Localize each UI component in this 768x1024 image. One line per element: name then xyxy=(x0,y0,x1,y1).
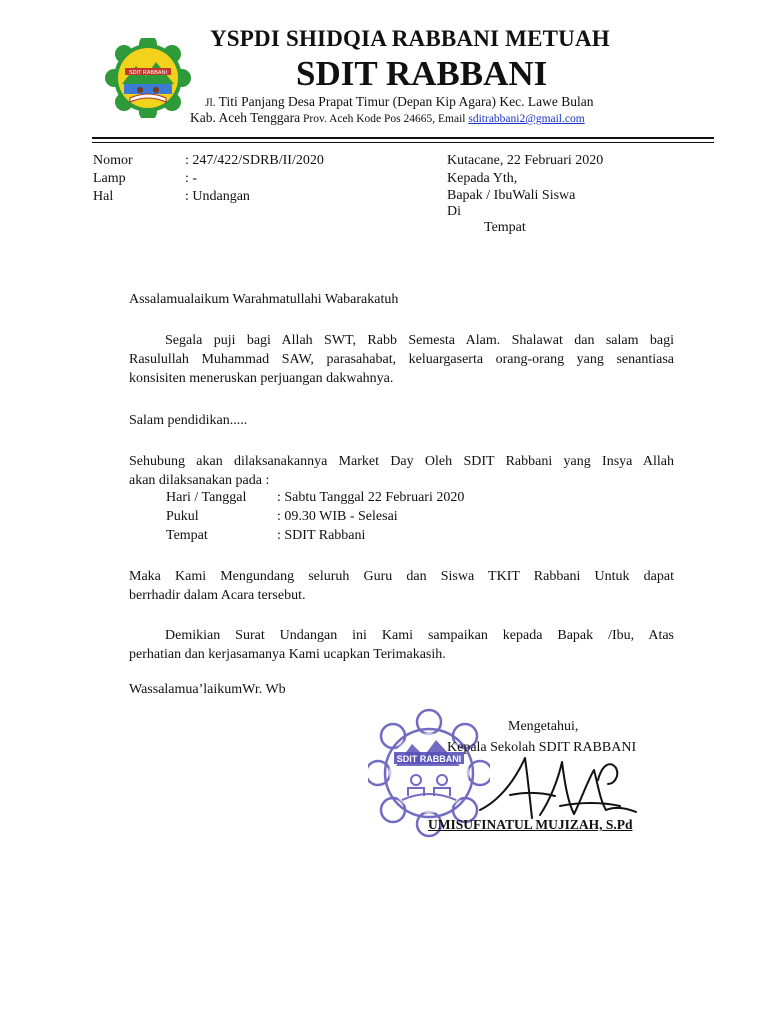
paragraph-3 xyxy=(129,567,674,605)
logo-text: SDIT RABBANI xyxy=(128,70,168,76)
address-line-2-regency: Kab. Aceh Tenggara xyxy=(190,110,301,125)
school-name: SDIT RABBANI xyxy=(296,54,548,93)
p2-line-1: Sehubung akan dilaksanakannya Market Day Oleh SDIT Rabbani yang Insya Allah xyxy=(129,454,674,469)
address-line-2 xyxy=(190,110,585,126)
p1-line-3: konsisiten meneruskan perjuangan dakwahnya. xyxy=(129,371,394,386)
greeting: Assalamualaikum Warahmatullahi Wabarakatuh xyxy=(129,292,399,307)
detail-value-time: : 09.30 WIB - Selesai xyxy=(277,509,398,524)
lamp-label: Lamp xyxy=(93,171,126,186)
email-link[interactable]: sditrabbani2@gmail.com xyxy=(468,113,585,125)
paragraph-1 xyxy=(129,331,674,388)
nomor-value: : 247/422/SDRB/II/2020 xyxy=(185,153,324,168)
p1-line-2: Rasulullah Muhammad SAW, parasahabat, keluargaserta orang-orang yang senantiasa xyxy=(129,352,674,367)
mengetahui: Mengetahui, xyxy=(508,719,579,734)
principal-title: Kepala Sekolah SDIT RABBANI xyxy=(447,740,637,755)
detail-label-place: Tempat xyxy=(166,528,208,543)
p4-line-1: Demikian Surat Undangan ini Kami sampaikan kepada Bapak /Ibu, Atas xyxy=(165,628,674,643)
stamp-text: SDIT RABBANI xyxy=(396,754,462,764)
lamp-value: : - xyxy=(185,171,198,186)
p3-line-1: Maka Kami Mengundang seluruh Guru dan Siswa TKIT Rabbani Untuk dapat xyxy=(129,569,674,584)
recipient-di: Di xyxy=(447,204,461,219)
nomor-label: Nomor xyxy=(93,153,133,168)
recipient-place: Tempat xyxy=(484,220,526,235)
recipient-name: Bapak / IbuWali Siswa xyxy=(447,188,576,203)
paragraph-2 xyxy=(129,452,674,490)
hal-value: : Undangan xyxy=(185,189,250,204)
principal-name: UMISUFINATUL MUJIZAH, S.Pd xyxy=(428,817,633,832)
letter-date: Kutacane, 22 Februari 2020 xyxy=(447,153,604,168)
detail-value-date: : Sabtu Tanggal 22 Februari 2020 xyxy=(277,490,465,505)
address-line-2-main: Prov. Aceh Kode Pos 24665, Email xyxy=(300,113,469,125)
detail-value-place: : SDIT Rabbani xyxy=(277,528,366,543)
p1-line-1: Segala puji bagi Allah SWT, Rabb Semesta Alam. Shalawat dan salam bagi xyxy=(165,333,674,348)
hal-label: Hal xyxy=(93,189,114,204)
address-line-1 xyxy=(205,94,594,110)
salam-pendidikan: Salam pendidikan..... xyxy=(129,413,248,428)
header-rule-thick xyxy=(92,137,714,139)
closing-salutation: Wassalamua’laikumWr. Wb xyxy=(129,682,286,697)
organization-name: YSPDI SHIDQIA RABBANI METUAH xyxy=(210,26,610,51)
address-line-1-prefix: Jl. xyxy=(205,97,216,109)
detail-label-date: Hari / Tanggal xyxy=(166,490,247,505)
header-rule-thin xyxy=(92,142,714,143)
recipient-to: Kepada Yth, xyxy=(447,171,518,186)
school-logo xyxy=(100,38,196,118)
detail-label-time: Pukul xyxy=(166,509,199,524)
address-line-1-main: Titi Panjang Desa Prapat Timur (Depan Kip Agara) Kec. Lawe Bulan xyxy=(215,94,594,109)
p4-line-2: perhatian dan kerjasamanya Kami ucapkan Terimakasih. xyxy=(129,647,446,662)
paragraph-4 xyxy=(129,626,674,664)
p3-line-2: berrhadir dalam Acara tersebut. xyxy=(129,588,306,603)
p2-line-2: akan dilaksanakan pada : xyxy=(129,473,270,488)
